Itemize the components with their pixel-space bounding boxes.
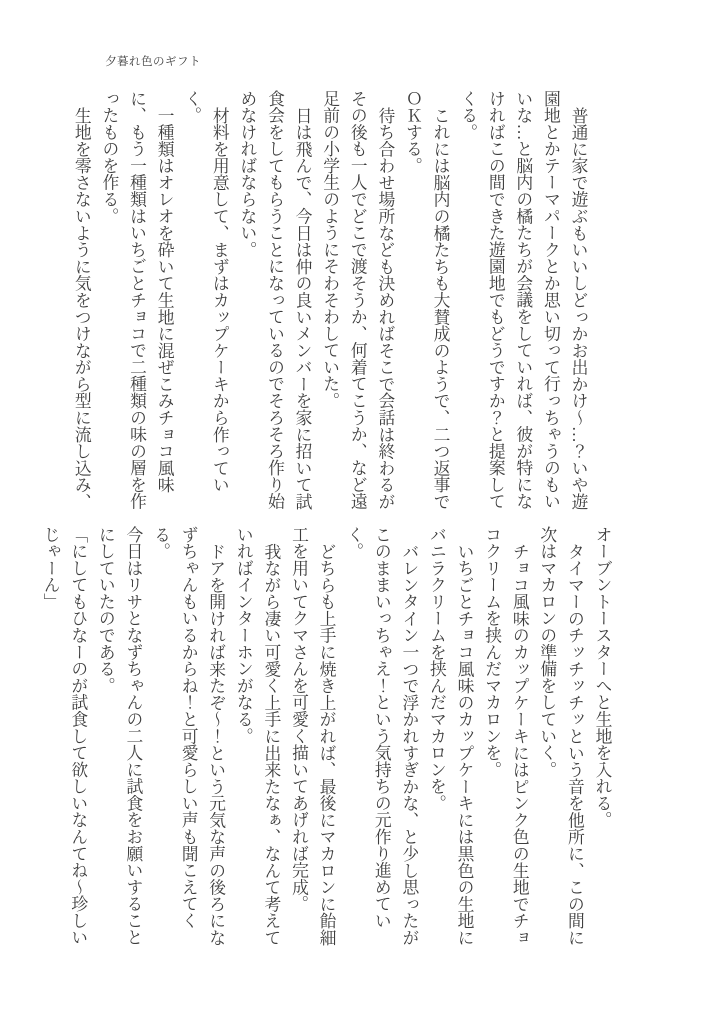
paragraph-upper-2: これには脳内の橘たちも大賛成のようで、二つ返事でＯＫする。 (403, 90, 451, 510)
paragraph-lower-3: チョコ風味のカップケーキにはピンク色の生地でチョコクリームを挟んだマカロンを。 (482, 526, 530, 946)
paragraph-upper-1: 普通に家で遊ぶもいいしどっかお出かけ～…？いや遊園地とかテーマパークとか思い切って行っちゃうのもいいな…と脳内の橘たちが会議をしていれば、彼が特になければこの間できた遊園地でもどうですか？と提案してくる。 (458, 90, 588, 510)
paragraph-lower-4: いちごとチョコ風味のカップケーキには黒色の生地にバニラクリームを挟んだマカロンを。 (427, 526, 475, 946)
paragraph-upper-7: 生地を零さないように気をつけながら型に流し込み、 (72, 106, 92, 510)
paragraph-lower-6: どちらも上手に焼き上がれば、最後にマカロンに飴細工を用いてクマさんを可愛く描いてあげれば完成。 (289, 526, 337, 946)
page-title: 夕暮れ色のギフト (105, 56, 201, 68)
paragraph-lower-7: 我ながら凄い可愛く上手に出来たなぁ、なんて考えていればインターホンがなる。 (234, 526, 281, 946)
text-block-upper (68, 90, 592, 511)
paragraph-upper-4: 日は飛んで、今日は仲の良いメンバーを家に招いて試食会をしてもらうことになっているのでそろそろ作り始めなければならない。 (237, 90, 313, 510)
paragraph-lower-2: タイマーのチッチッチッという音を他所に、この間に次はマカロンの準備をしていく。 (537, 526, 585, 946)
text-block-lower (37, 526, 616, 947)
paragraph-lower-9: 今日はリサとなずちゃんの二人に試食をお願いすることにしていたのである。 (96, 526, 143, 946)
paragraph-lower-8: ドアを開ければ来たぞ～！という元気な声の後ろになずちゃんもいるからね！と可愛らしい声も聞こえてくる。 (151, 526, 226, 946)
paragraph-upper-5: 材料を用意して、まずはカップケーキから作っていく。 (182, 90, 230, 493)
paragraph-lower-5: バレンタイン一つで浮かれすぎかな、と少し思ったがこのままいっちゃえ！という気持ちの元作り進めていく。 (344, 526, 419, 946)
paragraph-lower-10: 「にしてもひなーのが試食して欲しいなんてね～珍しいじゃーん」 (41, 526, 88, 946)
paragraph-lower-1: オーブントースターへと生地を入れる。 (593, 526, 612, 829)
paragraph-upper-6: 一種類はオレオを砕いて生地に混ぜこみチョコ風味に、もう一種類はいちごとチョコで二種類の味の層を作ったものを作る。 (99, 90, 175, 510)
paragraph-upper-3: 待ち合わせ場所なども決めればそこで会話は終わるがその後も一人でどこで渡そうか、何着てこうか、など遠足前の小学生のようにそわそわしていた。 (320, 90, 395, 510)
